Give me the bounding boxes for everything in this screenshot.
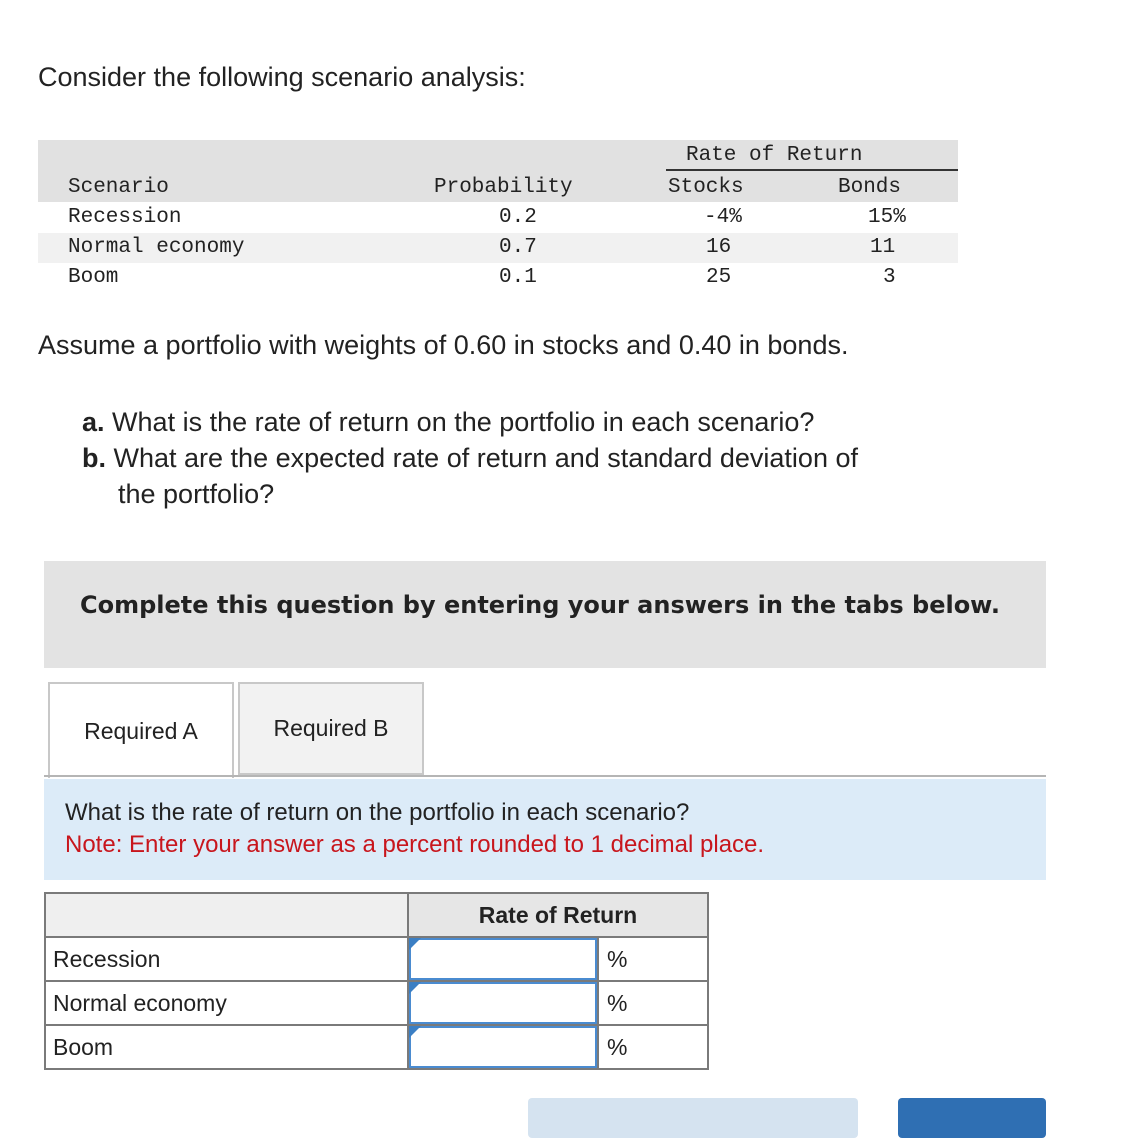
- previous-button[interactable]: [528, 1098, 858, 1138]
- recession-return-input[interactable]: [409, 938, 597, 980]
- table-row: [45, 981, 708, 1025]
- next-button[interactable]: [898, 1098, 1046, 1138]
- col-header-bonds: Bonds: [838, 176, 902, 199]
- col-header-probability: Probability: [434, 176, 573, 199]
- bonds-cell: 15%: [868, 206, 906, 229]
- normal-economy-return-input[interactable]: [409, 982, 597, 1024]
- answer-table: [44, 892, 709, 1070]
- answer-row-label: Boom: [45, 1025, 408, 1069]
- answer-header-rate-of-return: Rate of Return: [408, 893, 708, 937]
- stocks-cell: -4%: [704, 206, 742, 229]
- bonds-cell: 11: [870, 236, 896, 259]
- bonds-cell: 3: [883, 266, 896, 289]
- probability-cell: 0.7: [499, 236, 537, 259]
- col-header-stocks: Stocks: [668, 176, 744, 199]
- input-marker-icon: [409, 938, 421, 950]
- tab-required-b[interactable]: Required B: [238, 682, 424, 775]
- answer-input-cell: [408, 981, 598, 1025]
- scenario-cell: Normal economy: [68, 236, 245, 259]
- intro-text: Consider the following scenario analysis:: [38, 62, 526, 92]
- stocks-cell: 25: [706, 266, 732, 289]
- answer-header-blank: [45, 893, 408, 937]
- assumption-text: Assume a portfolio with weights of 0.60 in stocks and 0.40 in bonds.: [38, 330, 849, 360]
- tab-divider: [44, 775, 1046, 777]
- instruction-question: What is the rate of return on the portfolio in each scenario?: [65, 799, 690, 826]
- complete-banner: [44, 561, 1046, 668]
- rate-of-return-group-header: Rate of Return: [686, 144, 863, 167]
- answer-row-label: Recession: [45, 937, 408, 981]
- input-marker-icon: [409, 982, 421, 994]
- boom-return-input[interactable]: [409, 1026, 597, 1068]
- answer-input-cell: [408, 1025, 598, 1069]
- tab-required-a[interactable]: Required A: [48, 682, 234, 778]
- table-row: [45, 937, 708, 981]
- table-row: [45, 1025, 708, 1069]
- input-marker-icon: [409, 1026, 421, 1038]
- percent-unit: %: [598, 937, 708, 981]
- percent-unit: %: [598, 981, 708, 1025]
- scenario-cell: Boom: [68, 266, 119, 289]
- probability-cell: 0.1: [499, 266, 537, 289]
- rate-of-return-underline: [666, 169, 958, 171]
- probability-cell: 0.2: [499, 206, 537, 229]
- instruction-panel: [44, 779, 1046, 880]
- instruction-note: Note: Enter your answer as a percent rounded to 1 decimal place.: [65, 831, 765, 858]
- complete-banner-text: Complete this question by entering your answers in the tabs below.: [80, 591, 1000, 619]
- scenario-cell: Recession: [68, 206, 182, 229]
- answer-table-header-row: [45, 893, 708, 937]
- question-b: b. What are the expected rate of return and standard deviation of: [82, 443, 858, 473]
- col-header-scenario: Scenario: [68, 176, 169, 199]
- answer-row-label: Normal economy: [45, 981, 408, 1025]
- percent-unit: %: [598, 1025, 708, 1069]
- answer-input-cell: [408, 937, 598, 981]
- question-list: [82, 404, 1022, 512]
- question-a: a. What is the rate of return on the portfolio in each scenario?: [82, 407, 815, 437]
- question-b-continued: the portfolio?: [118, 479, 275, 509]
- stocks-cell: 16: [706, 236, 732, 259]
